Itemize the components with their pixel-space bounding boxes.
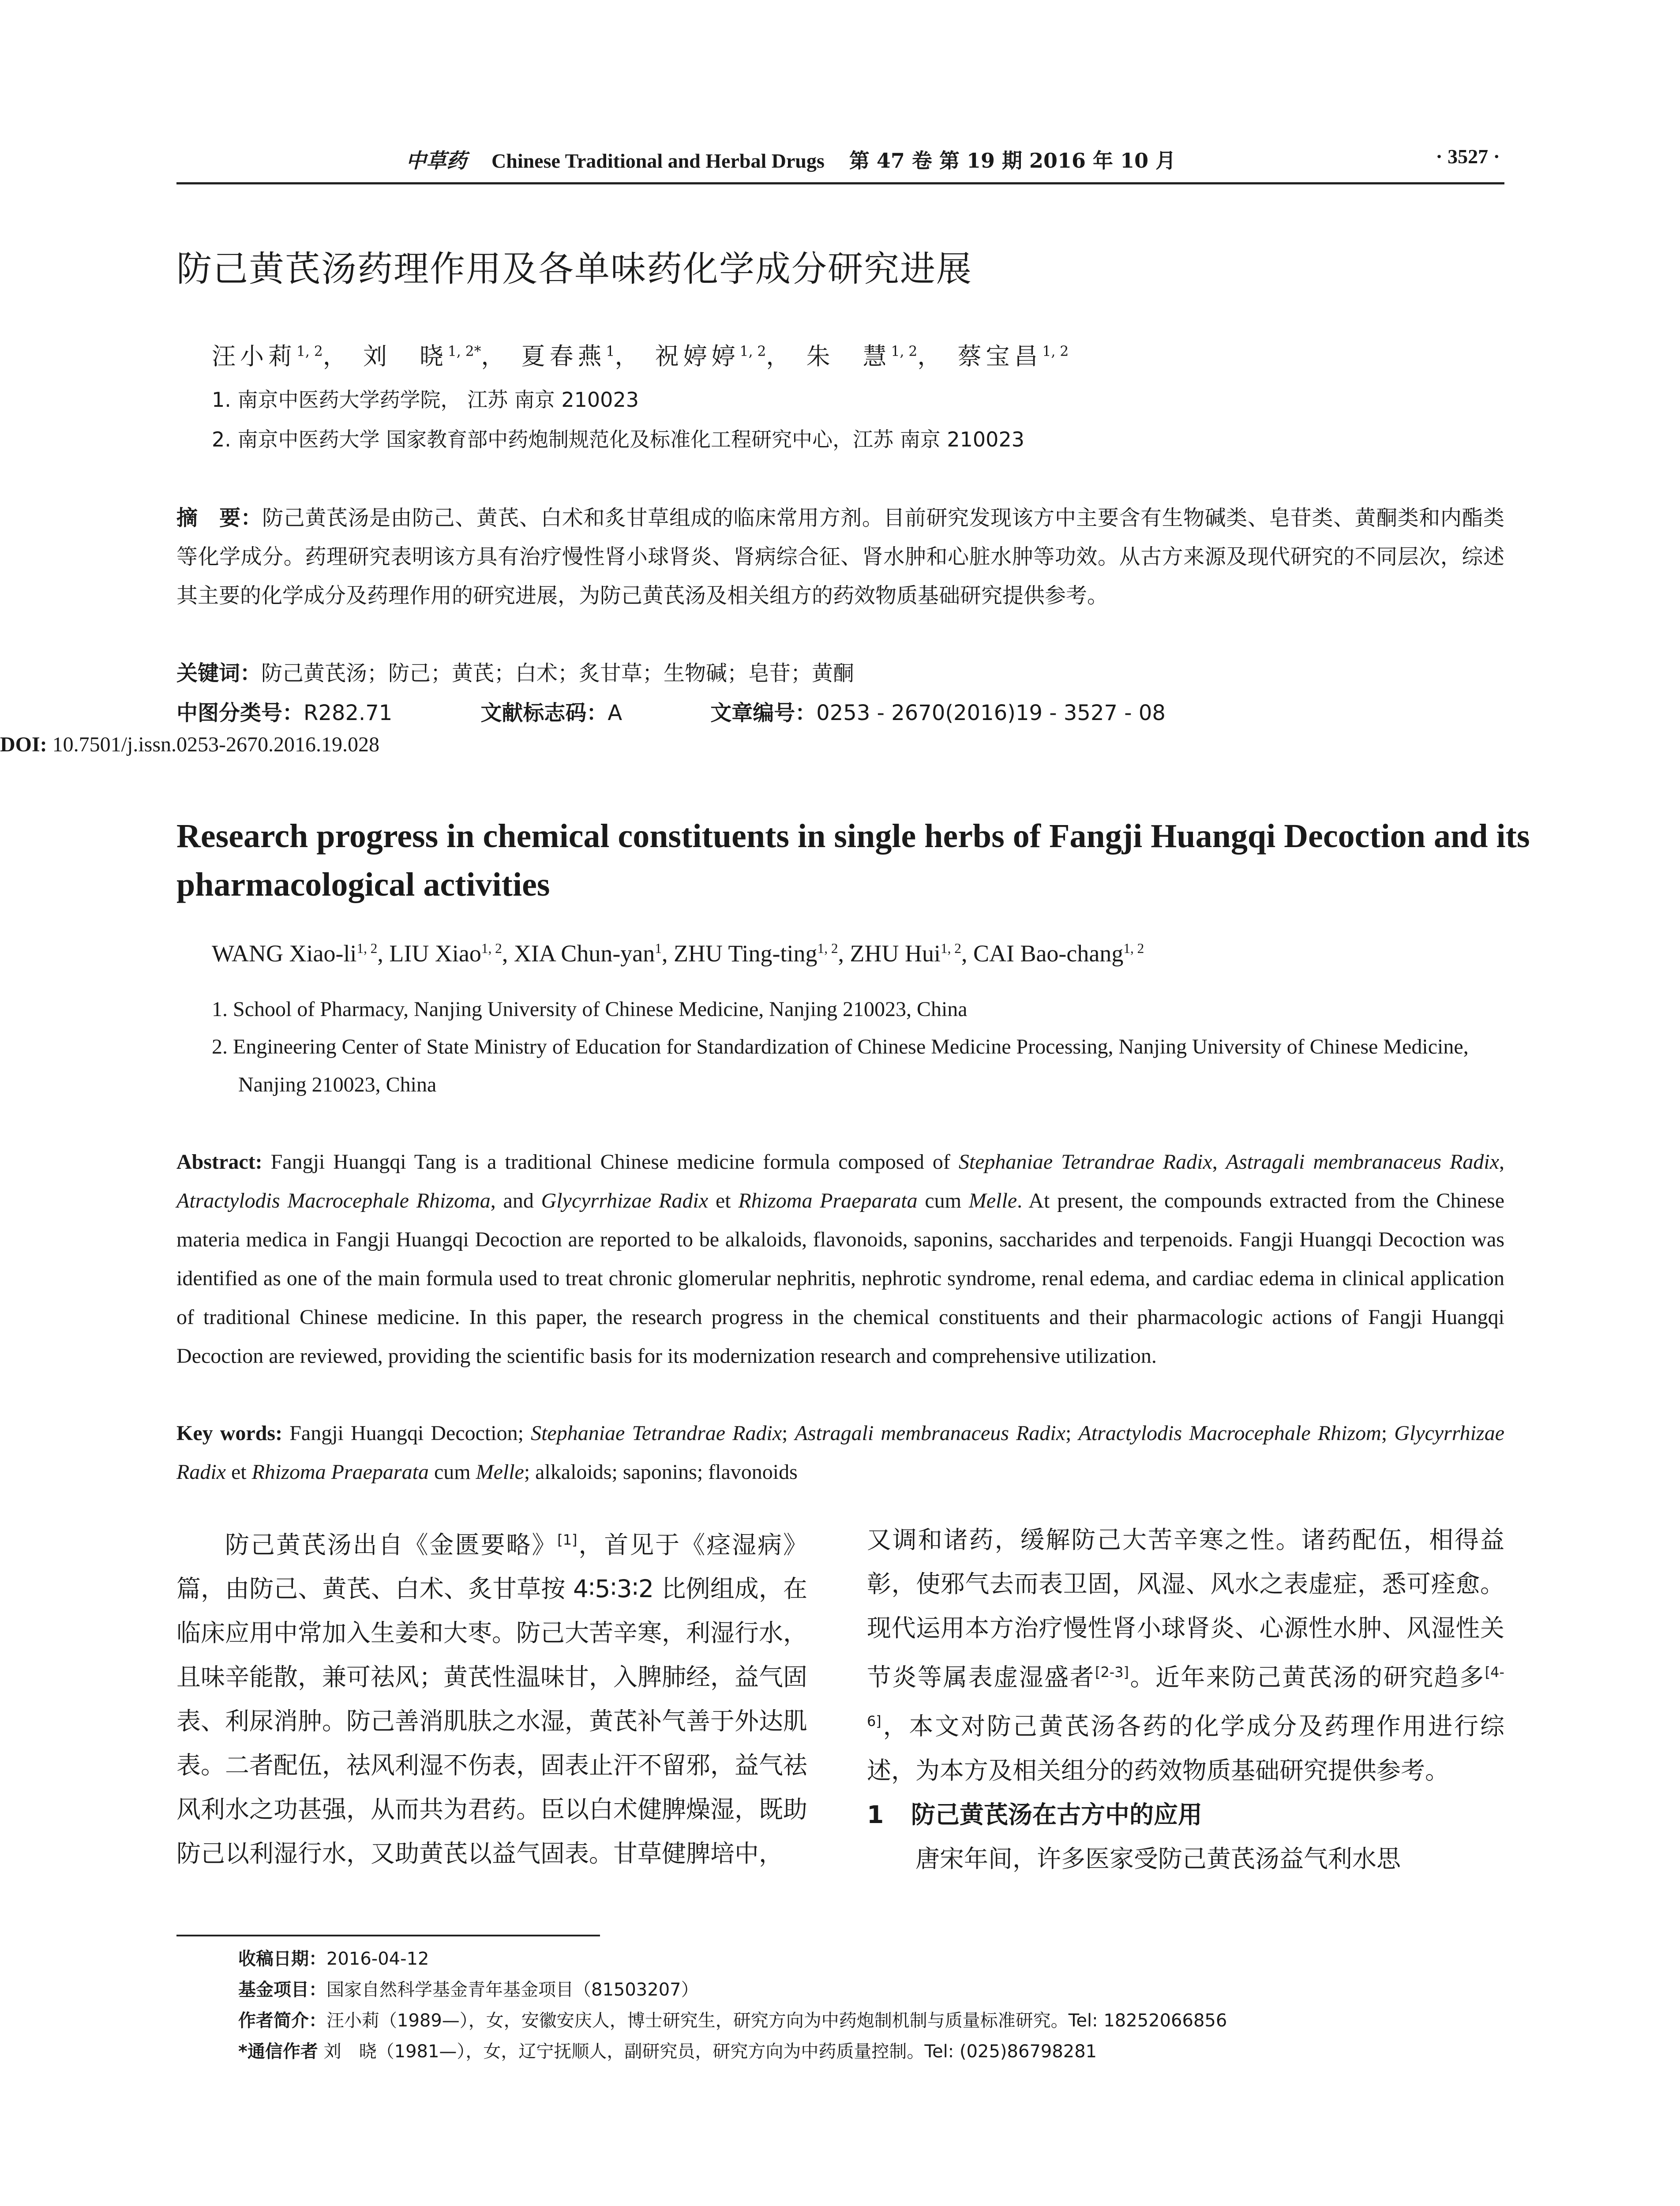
section-title: 防己黄芪汤在古方中的应用 <box>911 1800 1203 1829</box>
body-text: 防己黄芪汤出自《金匮要略》 <box>225 1531 558 1559</box>
en-author: LIU Xiao <box>389 940 481 967</box>
en-authors: WANG Xiao-li$^{1, 2}$, LIU Xiao$^{1, 2}$, XIA Chun-yan$^1$, ZHU Ting-ting$^{1, 2}$, ZHU Hui$^{1, 2}$, CAI Bao-chang$^{1, 2}$ <box>212 940 1144 967</box>
herb-name: Rhizoma Praeparata <box>251 1460 429 1484</box>
keyword-text: et <box>225 1460 252 1484</box>
cn-affiliation-1: 1. 南京中医药大学药学院， 江苏 南京 210023 <box>212 388 639 412</box>
footnote-author-bio <box>238 2007 1227 2032</box>
body-text: 又调和诸药，缓解防己大苦辛寒之性。诸药配伍，相得益彰，使邪气去而表卫固，风湿、风水之表虚症，悉可痊愈。现代运用本方治疗慢性肾小球肾炎、心源性水肿、风湿性关节炎等属表虚湿盛者 <box>867 1526 1504 1692</box>
cn-author-sup: 1, 2 <box>891 344 918 360</box>
keyword-text: ; <box>782 1422 795 1445</box>
body-paragraph: 唐宋年间，许多医家受防己黄芪汤益气利水思 <box>915 1844 1401 1873</box>
keyword-text: Fangji Huangqi Decoction; <box>289 1422 531 1445</box>
en-abstract-label: Abstract: <box>176 1150 262 1174</box>
footnote-received <box>238 1945 429 1970</box>
abstract-text: , <box>1212 1150 1226 1174</box>
cn-abstract <box>176 499 1504 615</box>
body-column-left <box>176 1518 807 1876</box>
footnote-text: 汪小莉（1989—），女，安徽安庆人，博士研究生，研究方向为中药炮制机制与质量标准研究。Tel: 18252066856 <box>326 2011 1227 2031</box>
en-keywords <box>176 1414 1504 1492</box>
en-author-sup: 1, 2 <box>1123 941 1144 956</box>
cn-author: 夏春燕 <box>521 342 606 370</box>
en-title: Research progress in chemical constituents in single herbs of Fangji Huangqi Decoction and its pharmacological activities <box>176 818 1530 903</box>
cn-author-sup: 1 <box>606 344 615 360</box>
en-author: XIA Chun-yan <box>514 940 655 967</box>
article-label: 文章编号： <box>710 701 817 725</box>
body-column-right <box>867 1518 1504 1881</box>
herb-name: Rhizoma Praeparata <box>738 1189 918 1212</box>
keyword-text: ; <box>1381 1422 1395 1445</box>
class-label: 中图分类号： <box>176 701 304 725</box>
en-author-sup: 1, 2 <box>940 941 961 956</box>
cn-keywords-label: 关键词： <box>176 661 262 686</box>
journal-info <box>406 145 1176 174</box>
doc-label: 文献标志码： <box>480 701 608 725</box>
en-affiliation-2: 2. Engineering Center of State Ministry of Education for Standardization of Chinese Medicine Processing, Nanjing University of Chinese Medicine, Nanjing 210023, China <box>212 1035 1469 1096</box>
cn-author: 朱 慧 <box>806 342 891 370</box>
abstract-text: et <box>708 1189 739 1212</box>
abstract-text: , <box>1499 1150 1505 1174</box>
cn-author-sup: 1, 2 <box>296 344 323 360</box>
body-paragraph <box>867 1518 1504 1793</box>
doi <box>0 732 379 757</box>
article-value: 0253 - 2670(2016)19 - 3527 - 08 <box>816 701 1166 725</box>
cn-abstract-label: 摘 要： <box>176 506 262 530</box>
herb-name: Melle <box>476 1460 524 1484</box>
section-heading <box>867 1793 1504 1837</box>
journal-name-en: Chinese Traditional and Herbal Drugs <box>491 150 825 172</box>
cn-affiliation-2: 2. 南京中医药大学 国家教育部中药炮制规范化及标准化工程研究中心，江苏 南京 210023 <box>212 428 1024 451</box>
footnote-corresponding <box>238 2037 1097 2063</box>
running-header <box>176 140 1504 184</box>
herb-name: Melle <box>968 1189 1017 1212</box>
herb-name: Stephaniae Tetrandrae Radix <box>531 1422 782 1445</box>
en-author-sup: 1, 2 <box>817 941 838 956</box>
footnote-text: 国家自然科学基金青年基金项目（81503207） <box>326 1980 699 2000</box>
abstract-text: cum <box>917 1189 969 1212</box>
en-author: WANG Xiao-li <box>212 940 357 967</box>
footnote-label: *通信作者 <box>238 2041 318 2062</box>
cn-authors: 汪小莉$^{1, 2}$， 刘 晓$^{1, 2*}$， 夏春燕$^1$， 祝婷婷$^{1, 2}$， 朱 慧$^{1, 2}$， 蔡宝昌$^{1, 2}$ <box>212 342 1069 370</box>
doi-value: 10.7501/j.issn.0253-2670.2016.19.028 <box>52 733 380 756</box>
cn-author: 刘 晓 <box>363 342 448 370</box>
en-author: ZHU Hui <box>850 940 941 967</box>
herb-name: Glycyrrhizae Radix <box>176 1422 1504 1484</box>
keyword-text: cum <box>428 1460 476 1484</box>
citation: [4-6] <box>867 1664 1504 1730</box>
doi-label: DOI: <box>0 733 47 756</box>
body-text: ，首见于《痉湿病》篇，由防己、黄芪、白术、炙甘草按 4∶5∶3∶2 比例组成，在临床应用中常加入生姜和大枣。防己大苦辛寒，利湿行水，且味辛能散，兼可祛风；黄芪性温味甘，入脾肺经，益气固表、利尿消肿。防己善消肌肤之水湿，黄芪补气善于外达肌表。二者配伍，祛风利湿不伤表，固表止汗不留邪，益气祛风利水之功甚强，从而共为君药。臣以白术健脾燥湿，既助防己以利湿行水，又助黄芪以益气固表。甘草健脾培中， <box>176 1531 808 1868</box>
cn-author-sup: 1, 2* <box>447 344 481 360</box>
en-abstract <box>176 1143 1504 1376</box>
doc-value: A <box>608 701 622 725</box>
class-value: R282.71 <box>304 701 393 725</box>
cn-author-sup: 1, 2 <box>1042 344 1069 360</box>
footnote-text: 2016-04-12 <box>326 1949 429 1969</box>
en-author-sup: 1 <box>655 941 662 956</box>
citation: [2-3] <box>1095 1664 1129 1681</box>
en-keywords-label: Key words: <box>176 1422 283 1445</box>
herb-name: Astragali membranaceus Radix <box>1226 1150 1500 1174</box>
abstract-text: Fangji Huangqi Tang is a traditional Chinese medicine formula composed of <box>270 1150 959 1174</box>
cn-abstract-text: 防己黄芪汤是由防己、黄芪、白术和炙甘草组成的临床常用方剂。目前研究发现该方中主要含有生物碱类、皂苷类、黄酮类和内酯类等化学成分。药理研究表明该方具有治疗慢性肾小球肾炎、肾病综合征、肾水肿和心脏水肿等功效。从古方来源及现代研究的不同层次，综述其主要的化学成分及药理作用的研究进展，为防己黄芪汤及相关组方的药效物质基础研究提供参考。 <box>176 506 1504 608</box>
cn-author-sup: 1, 2 <box>739 344 766 360</box>
cn-title: 防己黄芪汤药理作用及各单味药化学成分研究进展 <box>176 248 972 289</box>
page-number: · 3527 · <box>1436 145 1500 168</box>
footnote-funding <box>238 1976 699 2001</box>
en-author: ZHU Ting-ting <box>673 940 818 967</box>
en-author: CAI Bao-chang <box>973 940 1124 967</box>
footnote-label: 作者简介： <box>238 2011 326 2031</box>
cn-author: 祝婷婷 <box>655 342 740 370</box>
cn-classification <box>176 694 1504 732</box>
herb-name: Atractylodis Macrocephale Rhizoma <box>176 1189 491 1212</box>
abstract-text: . At present, the compounds extracted from the Chinese materia medica in Fangji Huangqi Decoction are reported to be alkaloids, flavonoids, saponins, saccharides and terpenoids. Fangji Huangqi Decoction was identified as one of the main formula used to treat chronic glomerular nephritis, nephrotic syndrome, renal edema, and cardiac edema in clinical application of traditional Chinese medicine. In this paper, the research progress in the chemical constituents and their pharmacologic actions of Fangji Huangqi Decoction are reviewed, providing the scientific basis for its modernization research and comprehensive utilization. <box>176 1189 1505 1368</box>
issue-info: 第 47 卷 第 19 期 2016 年 10 月 <box>849 149 1176 173</box>
cn-keywords-text: 防己黄芪汤；防己；黄芪；白术；炙甘草；生物碱；皂苷；黄酮 <box>261 661 855 686</box>
en-affiliation-1: 1. School of Pharmacy, Nanjing University of Chinese Medicine, Nanjing 210023, China <box>212 998 968 1021</box>
footnote-rule <box>176 1935 600 1936</box>
en-author-sup: 1, 2 <box>356 941 378 956</box>
abstract-text: , and <box>490 1189 541 1212</box>
footnote-text: 刘 晓（1981—），女，辽宁抚顺人，副研究员，研究方向为中药质量控制。Tel: (025)86798281 <box>318 2041 1097 2062</box>
citation: [1] <box>557 1531 578 1548</box>
section-number: 1 <box>867 1800 884 1829</box>
herb-name: Astragali membranaceus Radix <box>795 1422 1066 1445</box>
cn-author: 蔡宝昌 <box>957 342 1042 370</box>
herb-name: Glycyrrhizae Radix <box>541 1189 709 1212</box>
cn-keywords <box>176 654 1504 693</box>
herb-name: Stephaniae Tetrandrae Radix <box>958 1150 1212 1174</box>
footnote-label: 收稿日期： <box>238 1949 326 1969</box>
journal-name-cn: 中草药 <box>406 149 467 173</box>
body-text: ，本文对防己黄芪汤各药的化学成分及药理作用进行综述，为本方及相关组分的药效物质基础研究提供参考。 <box>867 1712 1504 1785</box>
en-author-sup: 1, 2 <box>481 941 502 956</box>
footnote-label: 基金项目： <box>238 1980 326 2000</box>
cn-author: 汪小莉 <box>212 342 296 370</box>
keyword-text: ; <box>1065 1422 1079 1445</box>
keyword-text: ; alkaloids; saponins; flavonoids <box>524 1460 798 1484</box>
herb-name: Atractylodis Macrocephale Rhizom <box>1078 1422 1381 1445</box>
body-text: 。近年来防己黄芪汤的研究趋多 <box>1129 1663 1485 1692</box>
